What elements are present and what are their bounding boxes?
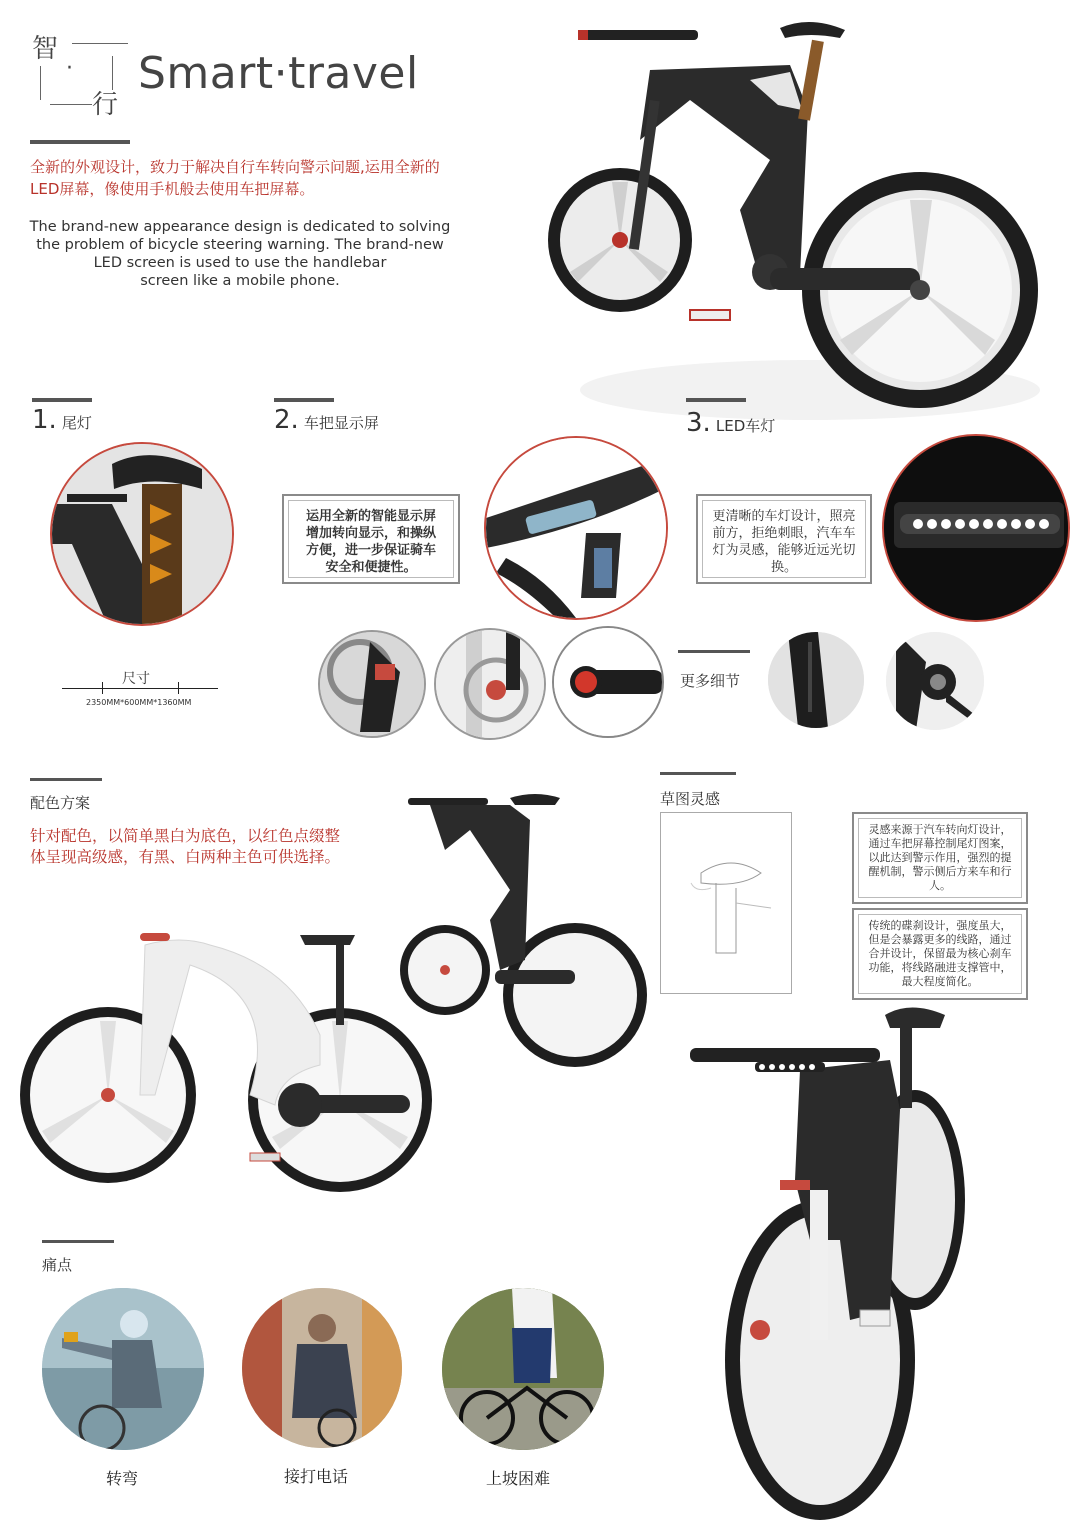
pain-point-image-phone-call xyxy=(242,1288,402,1448)
sketch-note-2-text: 传统的碟刹设计，强度虽大，但是会暴露更多的线路，通过合并设计，保留最为核心刹车功能，将线路融进支撑管中，最大程度简化。 xyxy=(868,919,1012,988)
detail-image-fork xyxy=(434,628,546,740)
feature-3-heading xyxy=(686,408,775,438)
logo-dot: · xyxy=(66,56,73,81)
logo-char-bottom: 行 xyxy=(92,90,119,120)
logo-line-top xyxy=(72,43,128,44)
page-title: Smart·travel xyxy=(138,48,419,99)
taillight-detail-image xyxy=(50,442,234,626)
feature-1-rule xyxy=(32,398,92,402)
feature-1-number: 1. xyxy=(32,405,57,435)
hero-bike-illustration xyxy=(540,10,1060,430)
size-value: 2350MM*600MM*1360MM xyxy=(86,698,192,707)
sketch-title: 草图灵感 xyxy=(660,790,721,808)
handlebar-screen-image xyxy=(484,436,668,620)
feature-2-heading xyxy=(274,405,379,435)
size-line-center xyxy=(102,688,178,689)
intro-en xyxy=(20,218,460,290)
intro-en-line: the problem of bicycle steering warning. The brand-new xyxy=(36,237,444,253)
white-bike-illustration xyxy=(20,925,460,1205)
pain-point-image-uphill xyxy=(442,1288,604,1450)
handlebar-note-text: 运用全新的智能显示屏增加转向显示，和操纵方便，进一步保证骑车安全和便捷性。 xyxy=(305,509,436,575)
feature-2-rule xyxy=(274,398,334,402)
pain-points-rule xyxy=(42,1240,114,1243)
intro-en-line: screen like a mobile phone. xyxy=(140,273,340,289)
size-label: 尺寸 xyxy=(122,671,150,687)
pain-point-label-turning: 转弯 xyxy=(106,1469,139,1488)
feature-3-rule xyxy=(686,398,746,402)
detail-image-rear-light xyxy=(552,626,664,738)
front-view-bike-illustration xyxy=(660,1000,1070,1520)
logo xyxy=(30,28,130,118)
sketch-rule xyxy=(660,772,736,775)
logo-line-left xyxy=(40,66,41,100)
detail-image-disc-brake xyxy=(318,630,426,738)
intro-zh: 全新的外观设计，致力于解决自行车转向警示问题,运用全新的LED屏幕，像使用手机般去使用车把屏幕。 xyxy=(30,158,440,198)
more-details-rule xyxy=(678,650,750,653)
feature-1-label: 尾灯 xyxy=(61,414,92,432)
color-scheme-rule xyxy=(30,778,102,781)
feature-2-label: 车把显示屏 xyxy=(303,414,379,432)
intro-en-line: LED screen is used to use the handlebar xyxy=(93,255,387,271)
feature-3-label: LED车灯 xyxy=(715,417,776,435)
intro-en-line: The brand-new appearance design is dedicated to solving xyxy=(29,219,451,235)
pain-point-image-turning xyxy=(42,1288,204,1450)
logo-line-bottom xyxy=(50,104,92,105)
sketch-note-1-text: 灵感来源于汽车转向灯设计，通过车把屏幕控制尾灯图案，以此达到警示作用，强烈的提醒机制，警示侧后方来车和行人。 xyxy=(868,823,1012,892)
pain-point-label-uphill: 上坡困难 xyxy=(486,1469,551,1488)
feature-3-number: 3. xyxy=(686,408,711,438)
feature-2-number: 2. xyxy=(274,405,299,435)
feature-1-heading xyxy=(32,405,92,435)
logo-char-top: 智 xyxy=(32,34,59,64)
color-scheme-text: 针对配色，以简单黑白为底色，以红色点缀整体呈现高级感，有黑、白两种主色可供选择。 xyxy=(30,827,341,866)
color-scheme-title: 配色方案 xyxy=(30,794,91,812)
sketch-image xyxy=(660,812,792,994)
handlebar-note xyxy=(282,494,460,584)
more-details-label: 更多细节 xyxy=(680,672,741,690)
size-line-left xyxy=(62,688,102,689)
size-line-right xyxy=(178,688,218,689)
intro-rule xyxy=(30,140,130,144)
pain-point-label-phone-call: 接打电话 xyxy=(284,1467,349,1486)
size-dimension xyxy=(62,668,222,712)
led-light-note xyxy=(696,494,872,584)
led-headlight-image xyxy=(882,434,1070,622)
sketch-note-1 xyxy=(852,812,1028,904)
led-light-note-text: 更清晰的车灯设计，照亮前方，拒绝刺眼，汽车车灯为灵感，能够近远光切换。 xyxy=(712,509,856,575)
detail-image-crank xyxy=(886,632,984,730)
detail-image-frame-side xyxy=(768,632,864,728)
pain-points-title: 痛点 xyxy=(42,1256,73,1274)
sketch-note-2 xyxy=(852,908,1028,1000)
